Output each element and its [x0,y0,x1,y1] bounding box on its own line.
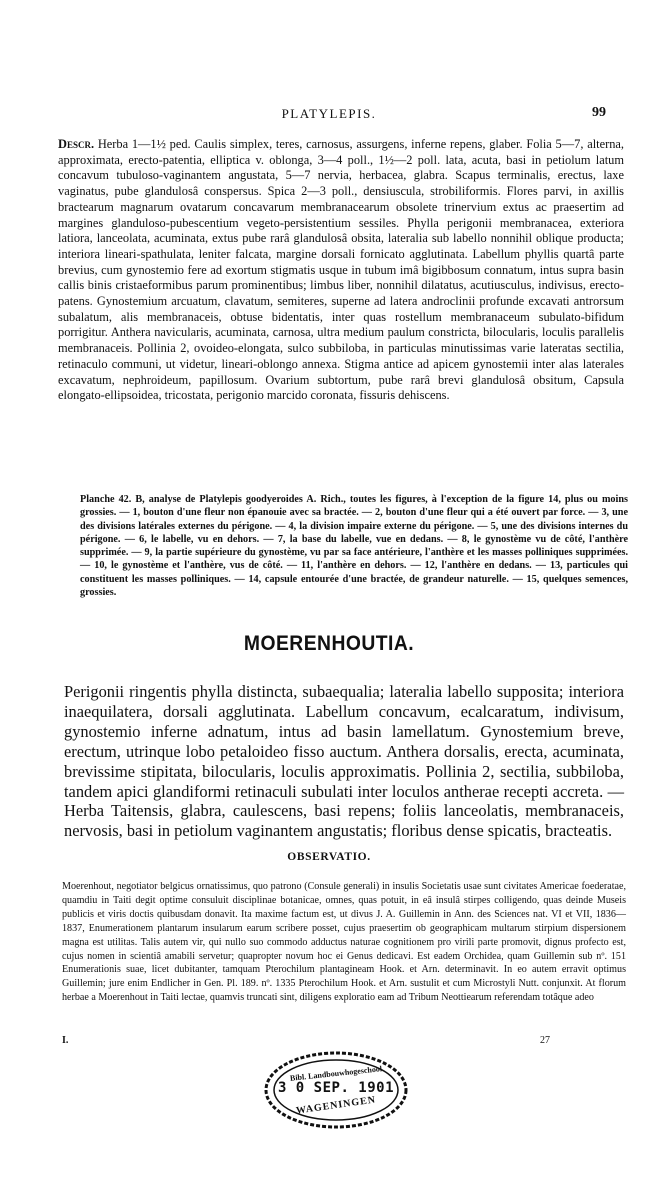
signature-line [62,1035,550,1049]
plate-caption-text: Planche 42. B, analyse de Platylepis goodyeroides A. Rich., toutes les figures, à l'exception de la figure 14, plus ou moins grossies. — 1, bouton d'une fleur non épanouie avec sa bractée. — 2, bouton d'une fleur qui a été ouvert par force. — 3, une des divisions latérales externes du périgone. — 4, la division impaire externe du périgone. — 5, une des divisions internes du périgone. — 6, le labelle, vu en dehors. — 7, la base du labelle, vue en dedans. — 8, le gynostème vu de côté, l'anthère supprimée. — 9, la partie supérieure du gynostème, vu par sa face antérieure, l'anthère et les masses polliniques supprimées. — 10, le gynostème et l'anthère, vus de côté. — 11, l'anthère en dehors. — 12, l'anthère en dedans. — 13, particules qui constituent les masses polliniques. — 14, capsule entourée d'une bractée, de grandeur naturelle. — 15, quelques semences, grossies. [80,494,628,599]
running-head [0,106,658,126]
running-title: PLATYLEPIS. [281,106,377,121]
species-description [58,137,624,404]
stamp-place: WAGENINGEN [295,1094,377,1117]
signature-volume: I. [62,1035,69,1046]
genus-title: MOERENHOUTIA. [243,632,415,655]
library-stamp [262,1049,410,1131]
observatio-heading: OBSERVATIO. [287,851,371,863]
signature-sheet-number: 27 [540,1035,550,1046]
stamp-library-name: Bibl. Landbouwhogeschool [289,1064,383,1083]
genus-diagnosis: Perigonii ringentis phylla distincta, subaequalia; lateralia labello supposita; interiora inaequilatera, dorsali agglutinata. Labellum concavum, ecalcaratum, indivisum, gynostemio inferne adnatum, intus ad basin lamellatum. Gynostemium breve, erectum, utrinque lobo petaloideo fisso auctum. Anthera dorsalis, erecta, acuminata, brevissime stipitata, bilocularis, loculis approximatis. Pollinia 2, sectilia, subbiloba, tandem apici glandiformi retinaculi subulati inter loculos antherae recepti accreta. — Herba Taitensis, glabra, caulescens, basi repens; foliis lanceolatis, membranaceis, nervosis, basi in petiolum vaginantem angustatis; floribus dense spicatis, bracteatis. [64,682,624,841]
plate-caption [80,493,628,599]
page-number: 99 [592,105,606,120]
observatio-text: Moerenhout, negotiator belgicus ornatissimus, quo patrono (Consule generali) in insulis Societatis usae sunt civitates Americae foederatae, quamdiu in Taiti degit optime consuluit disciplinae botanicae, omnes, quas potuit, in eâ insulâ stirpes colligendo, quas deinde Museis publicis et viris doctis quibusdam donavit. Ita maxime factum est, ut divus J. A. Guillemin in Ann. des Sciences nat. VI et VII, 1836—1837, Enumerationem plantarum insularum earum scribere posset, cujus praesertim ob geographicam multarum stirpium dispersionem magna est utilitas. Talis autem vir, qui nullo suo commodo adductus naturae cognitionem pro virili parte promovit, dignus profecto est, cujus nomen in scientiâ amabili servetur; quapropter novum hoc ei Genus dedicavi. Est eadem Orchidea, quam Guillemin sub nº. 151 Enumerationis suae, licet dubitanter, tamquam Pterochilum plantagineam Hook. et Arn. determinavit. In eo autem erravit optimus Guillemin; jure enim Endlicher in Gen. Pl. 189. nº. 1335 Pterochilum Hook. et Arn. sustulit et cum Microstyli Nutt. conjunxit. At florum herbae a Moerenhout in Taiti lectae, quamvis truncati sint, diligens exploratio eam ad Tribum Neottiearum referendam totâque adeo [62,881,626,1004]
stamp-date: 3 0 SEP. 1901 [277,1080,395,1096]
description-label: Descr. [58,137,95,151]
description-text: Herba 1—1½ ped. Caulis simplex, teres, carnosus, assurgens, inferne repens, glaber. Folia 5—7, alterna, approximata, erecto-patentia, elliptica v. oblonga, 3—4 poll., 1½—2 poll. lata, acuta, basi in petiolum latum concavum tubuloso-vaginantem angustata, 5—7 nervia, herbacea, glabra. Scapus terminalis, erectus, laxe vaginatus, pube glandulosâ conspersus. Spica 2—3 poll., densiuscula, strobiliformis. Flores parvi, in axillis bractearum magnarum ovatarum concavarum membranacearum obsolete trinervium extus ac praesertim ad margines glanduloso-pubescentium vegeto-persistentium sessiles. Phylla perigonii membranacea, exteriora latiora, lanceolata, acuminata, extus pube rarâ glandulosâ obsita, lateralia sub labello nonnihil oblique producta; interiora lineari-spathulata, leniter falcata, margine dorsali fornicato agglutinata. Labellum phyllis quartâ parte brevius, cum gynostemio fere ad exortum stigmatis usque in tubum imâ bigibbosum connatum, intus supra basin callis binis cristaeformibus parum prominentibus; limbus liber, nonnihil dilatatus, acutiusculus, indivisus, erecto-patens. Gynostemium arcuatum, clavatum, semiteres, superne ad latera androclinii profunde excavati antrorsum subalatum, alis membranaceis, obtuse bidentatis, inter quas rostellum membranaceum subulato-bifidum porrigitur. Anthera navicularis, acuminata, carnosa, ultra medium paulum constricta, bilocularis, loculis parallelis membranaceis. Pollinia 2, ovoideo-elongata, sulco subbiloba, in particulas minutissimas varie lateratas sectilia, retinaculo communi, ut videtur, lineari-oblongo annexa. Stigma antice ad apicem gynostemii inter alas laterales excavatum, nephroideum, papillosum. Ovarium subtortum, pube rarâ brevi glandulosâ obsitum, Capsula elongato-ellipsoidea, tricostata, perigonio marcido coronata, fissuris dehiscens. [58,137,624,403]
